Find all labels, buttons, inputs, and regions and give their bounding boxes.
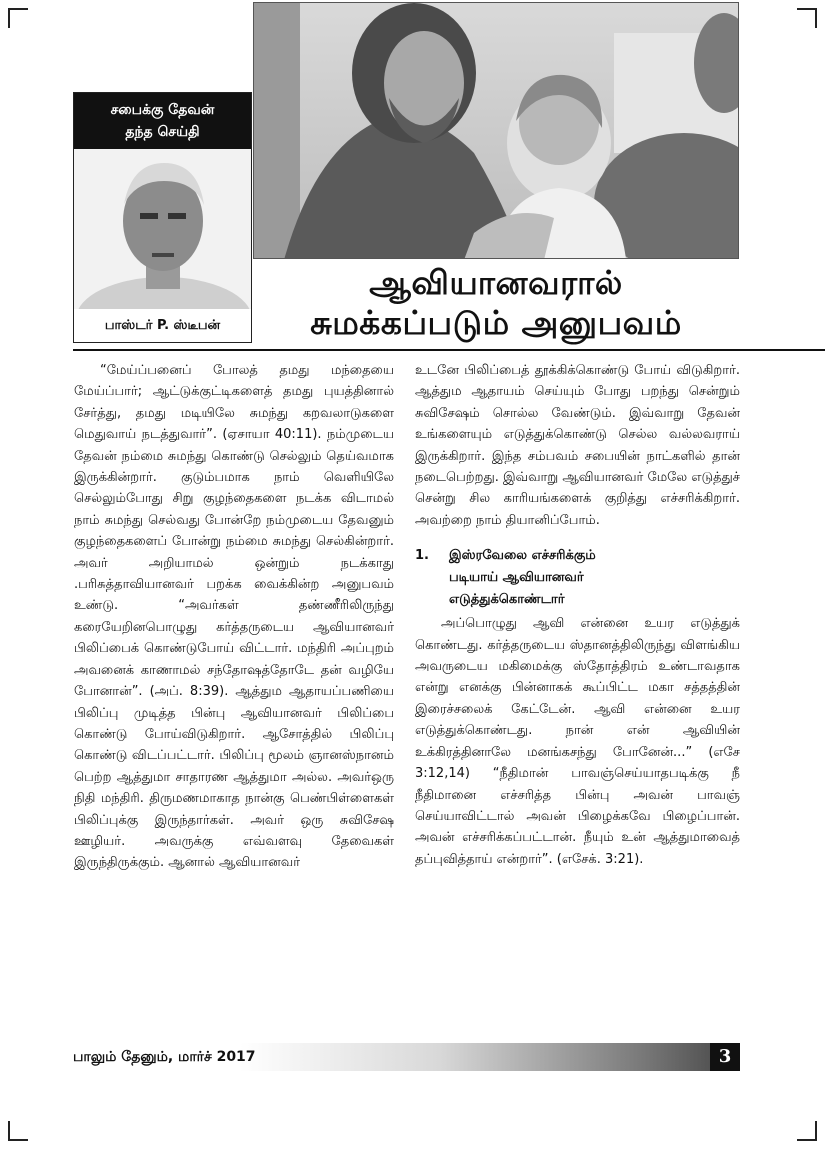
section-1-heading-line1: இஸ்ரவேலை எச்சரிக்கும் bbox=[449, 548, 596, 564]
section-1-body: அப்பொழுது ஆவி என்னை உயர எடுத்துக் கொண்டது. கர்த்தருடைய ஸ்தானத்திலிருந்து விளங்கிய அவருடைய மகிமைக்கு ஸ்தோத்திரம் உண்டாவதாக என்று எனக்கு பின்னாகக் கூப்பிட்ட மகா சத்தத்தின் இரைச்சலைக் கேட்டேன். ஆவி என்னை உயர எடுத்துக்கொண்டது. நான் என் ஆவியின் உக்கிரத்தினாலே மனங்கசந்து போனேன்...” (எசே 3:12,14) “நீதிமான் பாவஞ்செய்யாதபடிக்கு நீ நீதிமானை எச்சரித்த பின்பு அவன் பாவஞ் செய்யாவிட்டால் அவன் பிழைக்கவே பிழைப்பான். அவன் எச்சரிக்கப்பட்டான். நீயும் உன் ஆத்துமாவைத் தப்புவித்தாய் என்றார்”. (எசேக். 3:21). bbox=[415, 616, 740, 867]
title-line-1: ஆவியானவரால் bbox=[369, 263, 623, 302]
left-column-text: “மேய்ப்பனைப் போலத் தமது மந்தையை மேய்ப்பார்; ஆட்டுக்குட்டிகளைத் தமது புயத்தினால் சேர்த்து, தமது மடியிலே சுமந்து கறவலாடுகளை மெதுவாய் நடத்துவார்”. (ஏசாயா 40:11). நம்முடைய தேவன் நம்மை சுமந்து கொண்டு செல்லும் தெய்வமாக இருக்கின்றார். குடும்பமாக நாம் வெளியிலே செல்லும்போது சிறு குழந்தைகளை நடக்க விடாமல் நாம் சுமந்து செல்வது போன்றே நம்முடைய தேவனும் குழந்தைகளைப் போன்று நம்மை சுமந்து செல்கின்றார். அவர் அறியாமல் ஒன்றும் நடக்காது .பரிசுத்தாவியானவர் பறக்க வைக்கின்ற அனுபவம் உண்டு. “அவர்கள் தண்ணீரிலிருந்து கரையேறினபொழுது கர்த்தருடைய ஆவியானவர் பிலிப்பைக் கொண்டுபோய் விட்டார். மந்திரி அப்புறம் அவனைக் காணாமல் சந்தோஷத்தோடே தன் வழியே போனான்”. (அப். 8:39). ஆத்தும ஆதாயப்பணியை பிலிப்பு முடித்த பின்பு ஆவியானவர் பிலிப்பை கொண்டு போய்விடுகிறார். ஆசோத்தில் பிலிப்பு கொண்டு விடப்பட்டார். பிலிப்பு மூலம் ஞானஸ்நானம் பெற்ற ஆத்துமா சாதாரண ஆத்துமா அல்ல. அவர்ஒரு நிதி மந்திரி. திருமணமாகாத நான்கு பெண்பிள்ளைகள் பிலிப்புக்கு இருந்தார்கள். அவர் ஒரு சுவிசேஷ ஊழியர். அவருக்கு எவ்வளவு தேவைகள் இருந்திருக்கும். ஆனால் ஆவியானவர் bbox=[74, 363, 394, 871]
author-section-heading bbox=[74, 93, 251, 149]
section-1-heading bbox=[415, 545, 740, 611]
magazine-issue: பாலும் தேனும், மார்ச் 2017 bbox=[73, 1049, 256, 1065]
article-right-column bbox=[415, 360, 740, 870]
page-number: 3 bbox=[710, 1043, 740, 1071]
section-1-number: 1. bbox=[415, 548, 429, 564]
title-line-2: சுமக்கப்படும் அனுபவம் bbox=[310, 303, 682, 342]
crop-mark-bottom-left bbox=[8, 1121, 28, 1141]
article-left-column bbox=[74, 360, 394, 874]
author-name: பாஸ்டர் P. ஸ்டீபன் bbox=[104, 318, 221, 333]
crop-mark-top-right bbox=[797, 8, 817, 28]
title-divider bbox=[73, 349, 825, 351]
article-title bbox=[253, 259, 739, 349]
right-intro-paragraph: உடனே பிலிப்பைத் தூக்கிக்கொண்டு போய் விடுகிறார். ஆத்தும ஆதாயம் செய்யும் போது பறந்து சென்றும் சுவிசேஷம் சொல்ல வேண்டும். இவ்வாறு தேவன் உங்களையும் எடுத்துக்கொண்டு செல்ல வல்லவராய் இருக்கிறார். இந்த சம்பவம் சபையின் நாட்களில் தான் நடைபெற்றது. இவ்வாறு ஆவியானவர் மேலே எடுத்துச் சென்று சில காரியங்களைக் குறித்து எச்சரிக்கிறார். அவற்றை நாம் தியானிப்போம். bbox=[415, 363, 741, 528]
section-1-heading-line3: எடுத்துக்கொண்டார் bbox=[449, 592, 565, 608]
author-heading-line2: தந்த செய்தி bbox=[125, 124, 200, 140]
article-illustration bbox=[253, 2, 739, 259]
author-photo bbox=[74, 149, 251, 309]
author-heading-line1: சபைக்கு தேவன் bbox=[110, 102, 215, 118]
crop-mark-top-left bbox=[8, 8, 28, 28]
crop-mark-bottom-right bbox=[797, 1121, 817, 1141]
page-footer bbox=[73, 1043, 740, 1071]
author-panel bbox=[73, 92, 252, 343]
section-1-heading-line2: படியாய் ஆவியானவர் bbox=[449, 570, 584, 586]
